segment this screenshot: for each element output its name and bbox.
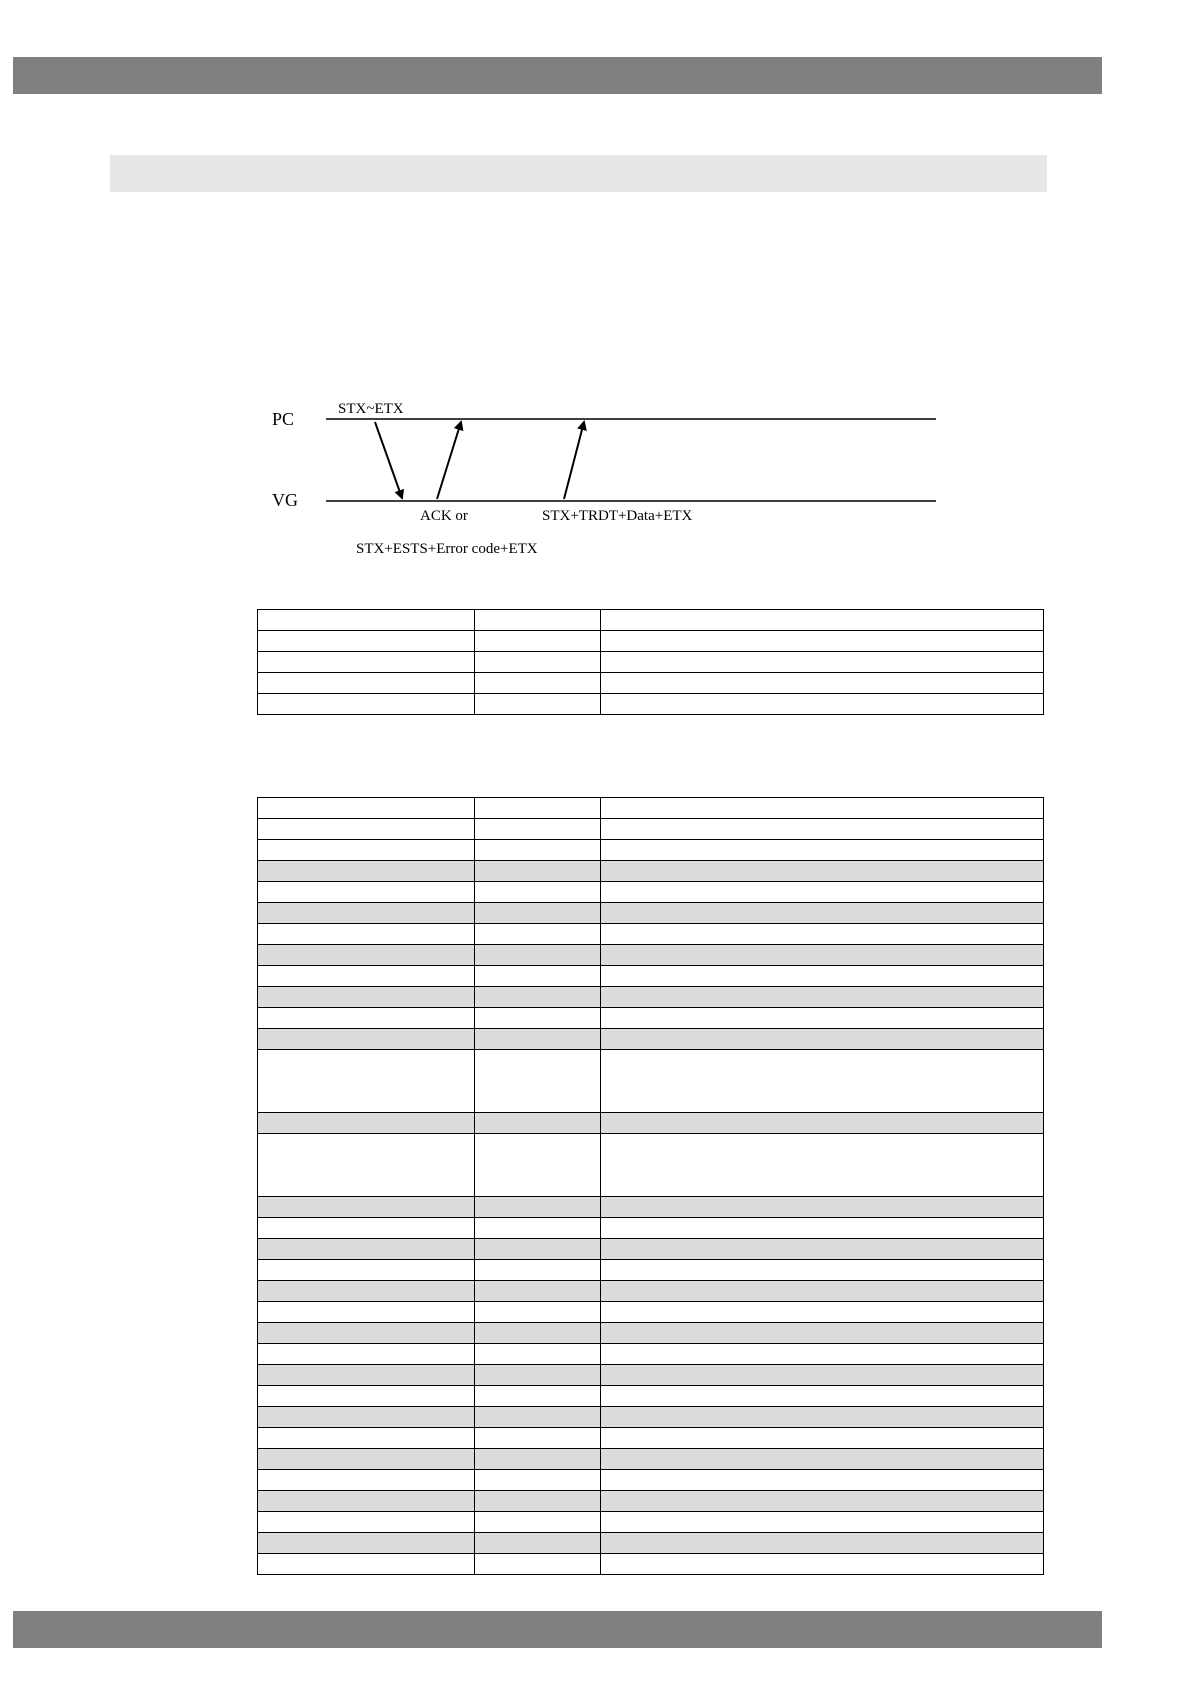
table-cell [475,861,601,882]
table-cell [475,1323,601,1344]
table-row [258,840,1044,861]
table-row [258,1281,1044,1302]
table-cell [601,1512,1044,1533]
table-row [258,945,1044,966]
table-row [258,798,1044,819]
table-cell [258,924,475,945]
table-cell [258,694,475,715]
table-cell [475,1470,601,1491]
table-cell [258,945,475,966]
table-cell [601,1239,1044,1260]
table-row [258,1197,1044,1218]
table-cell [258,798,475,819]
table-cell [475,840,601,861]
table-row [258,1029,1044,1050]
table-cell [258,819,475,840]
table-cell [601,631,1044,652]
table-cell [601,610,1044,631]
table-cell [601,903,1044,924]
table-cell [258,1365,475,1386]
table-cell [258,1197,475,1218]
table-cell [475,652,601,673]
table-row [258,966,1044,987]
table-row [258,1407,1044,1428]
table-cell [258,1449,475,1470]
table-cell [258,1281,475,1302]
table-row [258,1428,1044,1449]
table-cell [601,1050,1044,1113]
table-row [258,1260,1044,1281]
table-cell [258,966,475,987]
table-cell [475,1449,601,1470]
table-cell [258,1218,475,1239]
table-cell [475,1407,601,1428]
table-cell [475,1491,601,1512]
table-cell [258,1302,475,1323]
table-cell [601,1407,1044,1428]
table-row [258,924,1044,945]
table-cell [475,1134,601,1197]
table-cell [258,1323,475,1344]
table-cell [475,673,601,694]
ack-arrow [437,422,461,499]
table-cell [601,861,1044,882]
table-cell [601,1134,1044,1197]
table-cell [601,945,1044,966]
table-cell [475,1029,601,1050]
table-cell [475,631,601,652]
table-row [258,1365,1044,1386]
table-cell [475,819,601,840]
communication-sequence-diagram [260,395,940,565]
table-cell [258,1428,475,1449]
table-cell [258,1008,475,1029]
table-row [258,1113,1044,1134]
table-cell [601,1491,1044,1512]
table-cell [475,1533,601,1554]
table-row [258,861,1044,882]
table-cell [475,1302,601,1323]
table-cell [601,1365,1044,1386]
table-cell [601,1554,1044,1575]
table-cell [258,882,475,903]
table-cell [475,1281,601,1302]
table-row [258,1344,1044,1365]
table-cell [258,673,475,694]
table-row [258,819,1044,840]
table-row [258,1302,1044,1323]
table-cell [258,1554,475,1575]
table-cell [258,1491,475,1512]
table-row [258,1470,1044,1491]
table-cell [601,652,1044,673]
table-cell [258,1050,475,1113]
table-cell [475,882,601,903]
table-cell [258,1386,475,1407]
table-cell [475,1050,601,1113]
table-cell [475,945,601,966]
header-bar [13,57,1102,94]
table-cell [475,610,601,631]
table-cell [258,1470,475,1491]
table-row [258,652,1044,673]
table-row [258,673,1044,694]
table-row [258,903,1044,924]
table-cell [475,1008,601,1029]
footer-bar [13,1611,1102,1648]
table-cell [258,861,475,882]
table-cell [258,903,475,924]
table-row [258,631,1044,652]
table-cell [258,1407,475,1428]
table-cell [258,1344,475,1365]
command-table-body [258,610,1044,715]
table-cell [601,1323,1044,1344]
table-row [258,694,1044,715]
table-row [258,1491,1044,1512]
table-cell [258,1113,475,1134]
table-cell [258,840,475,861]
table-cell [601,1281,1044,1302]
table-cell [475,987,601,1008]
table-cell [258,1134,475,1197]
table-row [258,1008,1044,1029]
section-heading-band [110,155,1047,192]
table-cell [258,1512,475,1533]
table-row [258,1323,1044,1344]
table-cell [258,1533,475,1554]
table-cell [601,1533,1044,1554]
table-cell [258,1029,475,1050]
table-cell [601,1386,1044,1407]
table-row [258,1386,1044,1407]
error-label: STX+ESTS+Error code+ETX [356,541,538,557]
table-cell [258,987,475,1008]
table-cell [601,924,1044,945]
table-cell [601,1302,1044,1323]
table-cell [258,610,475,631]
table-cell [258,1239,475,1260]
table-row [258,1218,1044,1239]
table-row [258,1533,1044,1554]
table-cell [475,1554,601,1575]
table-cell [601,840,1044,861]
table-cell [601,1449,1044,1470]
table-cell [258,631,475,652]
table-cell [475,1386,601,1407]
send-arrow [375,422,402,498]
table-cell [601,819,1044,840]
table-row [258,1050,1044,1113]
table-cell [475,1113,601,1134]
data-format-table-body [258,798,1044,1575]
data-format-table [257,797,1044,1575]
command-table [257,609,1044,715]
table-row [258,1134,1044,1197]
table-cell [601,1008,1044,1029]
send-label: STX~ETX [338,401,404,417]
table-row [258,1554,1044,1575]
table-cell [475,966,601,987]
table-row [258,610,1044,631]
table-cell [475,924,601,945]
table-cell [601,882,1044,903]
table-cell [601,694,1044,715]
table-cell [475,1260,601,1281]
table-cell [601,987,1044,1008]
table-cell [601,1428,1044,1449]
table-cell [601,1470,1044,1491]
data-label: STX+TRDT+Data+ETX [542,508,693,524]
table-cell [601,1029,1044,1050]
table-cell [475,1197,601,1218]
table-cell [258,1260,475,1281]
table-cell [475,1344,601,1365]
table-cell [475,798,601,819]
pc-label: PC [272,409,295,429]
table-row [258,987,1044,1008]
table-cell [601,673,1044,694]
vg-label: VG [272,490,298,510]
ack-label: ACK or [420,508,468,524]
table-row [258,1449,1044,1470]
table-cell [475,1239,601,1260]
data-arrow [564,422,584,499]
table-row [258,1239,1044,1260]
table-cell [601,798,1044,819]
table-cell [601,1344,1044,1365]
table-cell [601,1218,1044,1239]
table-cell [601,1113,1044,1134]
table-cell [475,903,601,924]
table-cell [258,652,475,673]
table-cell [475,1365,601,1386]
table-cell [601,1197,1044,1218]
table-row [258,1512,1044,1533]
table-cell [601,966,1044,987]
table-cell [475,1428,601,1449]
table-cell [475,1512,601,1533]
table-row [258,882,1044,903]
table-cell [475,1218,601,1239]
table-cell [601,1260,1044,1281]
table-cell [475,694,601,715]
